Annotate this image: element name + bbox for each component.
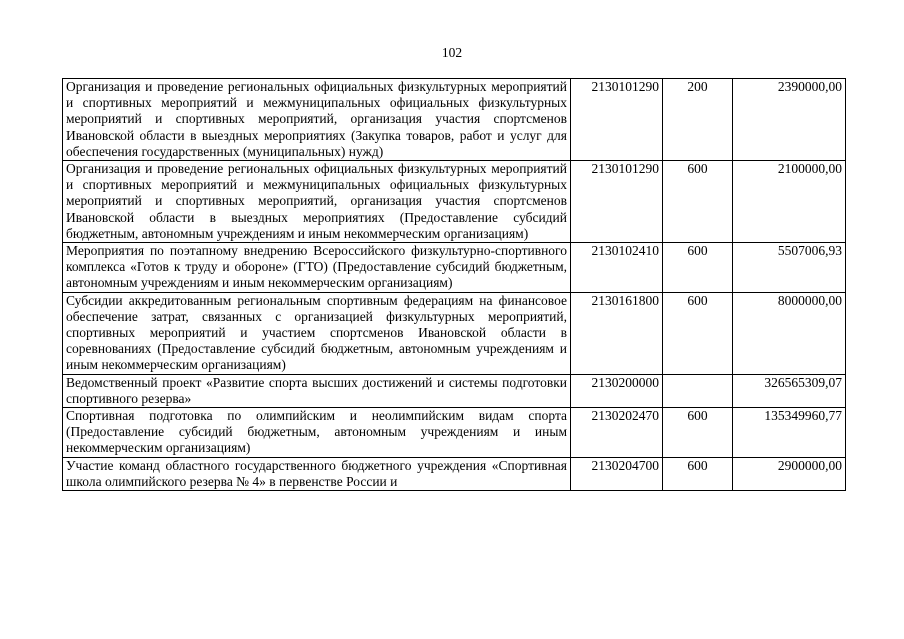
table-row [63, 79, 846, 161]
row-description: Организация и проведение региональных официальных физкультурных мероприятий и спортивных мероприятий и межмуниципальных официальных физкультурных мероприятий и спортивных мероприятий, организация участия спортсменов Ивановской области в выездных мероприятиях (Закупка товаров, работ и услуг для обеспечения государственных (муниципальных) нужд) [63, 79, 571, 161]
row-description: Мероприятия по поэтапному внедрению Всероссийского физкультурно-спортивного комплекса «Готов к труду и обороне» (ГТО) (Предоставление субсидий бюджетным, автономным учреждениям и иным некоммерческим организациям) [63, 243, 571, 293]
table-row [63, 457, 846, 490]
table-row [63, 161, 846, 243]
row-target-code: 2130161800 [571, 292, 663, 374]
table-row [63, 374, 846, 407]
row-amount: 5507006,93 [733, 243, 846, 293]
row-expense-type: 600 [663, 408, 733, 458]
row-expense-type: 600 [663, 243, 733, 293]
row-target-code: 2130202470 [571, 408, 663, 458]
row-expense-type: 600 [663, 292, 733, 374]
row-expense-type [663, 374, 733, 407]
row-amount: 2900000,00 [733, 457, 846, 490]
row-target-code: 2130101290 [571, 79, 663, 161]
row-target-code: 2130102410 [571, 243, 663, 293]
row-description: Участие команд областного государственного бюджетного учреждения «Спортивная школа олимпийского резерва № 4» в первенстве России и [63, 457, 571, 490]
row-description: Организация и проведение региональных официальных физкультурных мероприятий и спортивных мероприятий и межмуниципальных официальных физкультурных мероприятий и спортивных мероприятий, организация участия спортсменов Ивановской области в выездных мероприятиях (Предоставление субсидий бюджетным, автономным учреждениям и иным некоммерческим организациям) [63, 161, 571, 243]
row-description: Ведомственный проект «Развитие спорта высших достижений и системы подготовки спортивного резерва» [63, 374, 571, 407]
row-amount: 8000000,00 [733, 292, 846, 374]
row-expense-type: 200 [663, 79, 733, 161]
row-amount: 135349960,77 [733, 408, 846, 458]
row-description: Спортивная подготовка по олимпийским и неолимпийским видам спорта (Предоставление субсидий бюджетным, автономным учреждениям и иным некоммерческим организациям) [63, 408, 571, 458]
row-expense-type: 600 [663, 457, 733, 490]
table-row [63, 243, 846, 293]
table-row [63, 408, 846, 458]
row-description: Субсидии аккредитованным региональным спортивным федерациям на финансовое обеспечение затрат, связанных с организацией физкультурных мероприятий, спортивных мероприятий и участием спортсменов Ивановской области в соревнованиях (Предоставление субсидий бюджетным, автономным учреждениям и иным некоммерческим организациям) [63, 292, 571, 374]
row-target-code: 2130204700 [571, 457, 663, 490]
table-row [63, 292, 846, 374]
row-expense-type: 600 [663, 161, 733, 243]
budget-table [62, 78, 846, 491]
row-target-code: 2130101290 [571, 161, 663, 243]
row-amount: 326565309,07 [733, 374, 846, 407]
row-amount: 2390000,00 [733, 79, 846, 161]
row-amount: 2100000,00 [733, 161, 846, 243]
row-target-code: 2130200000 [571, 374, 663, 407]
page-number: 102 [441, 45, 463, 60]
